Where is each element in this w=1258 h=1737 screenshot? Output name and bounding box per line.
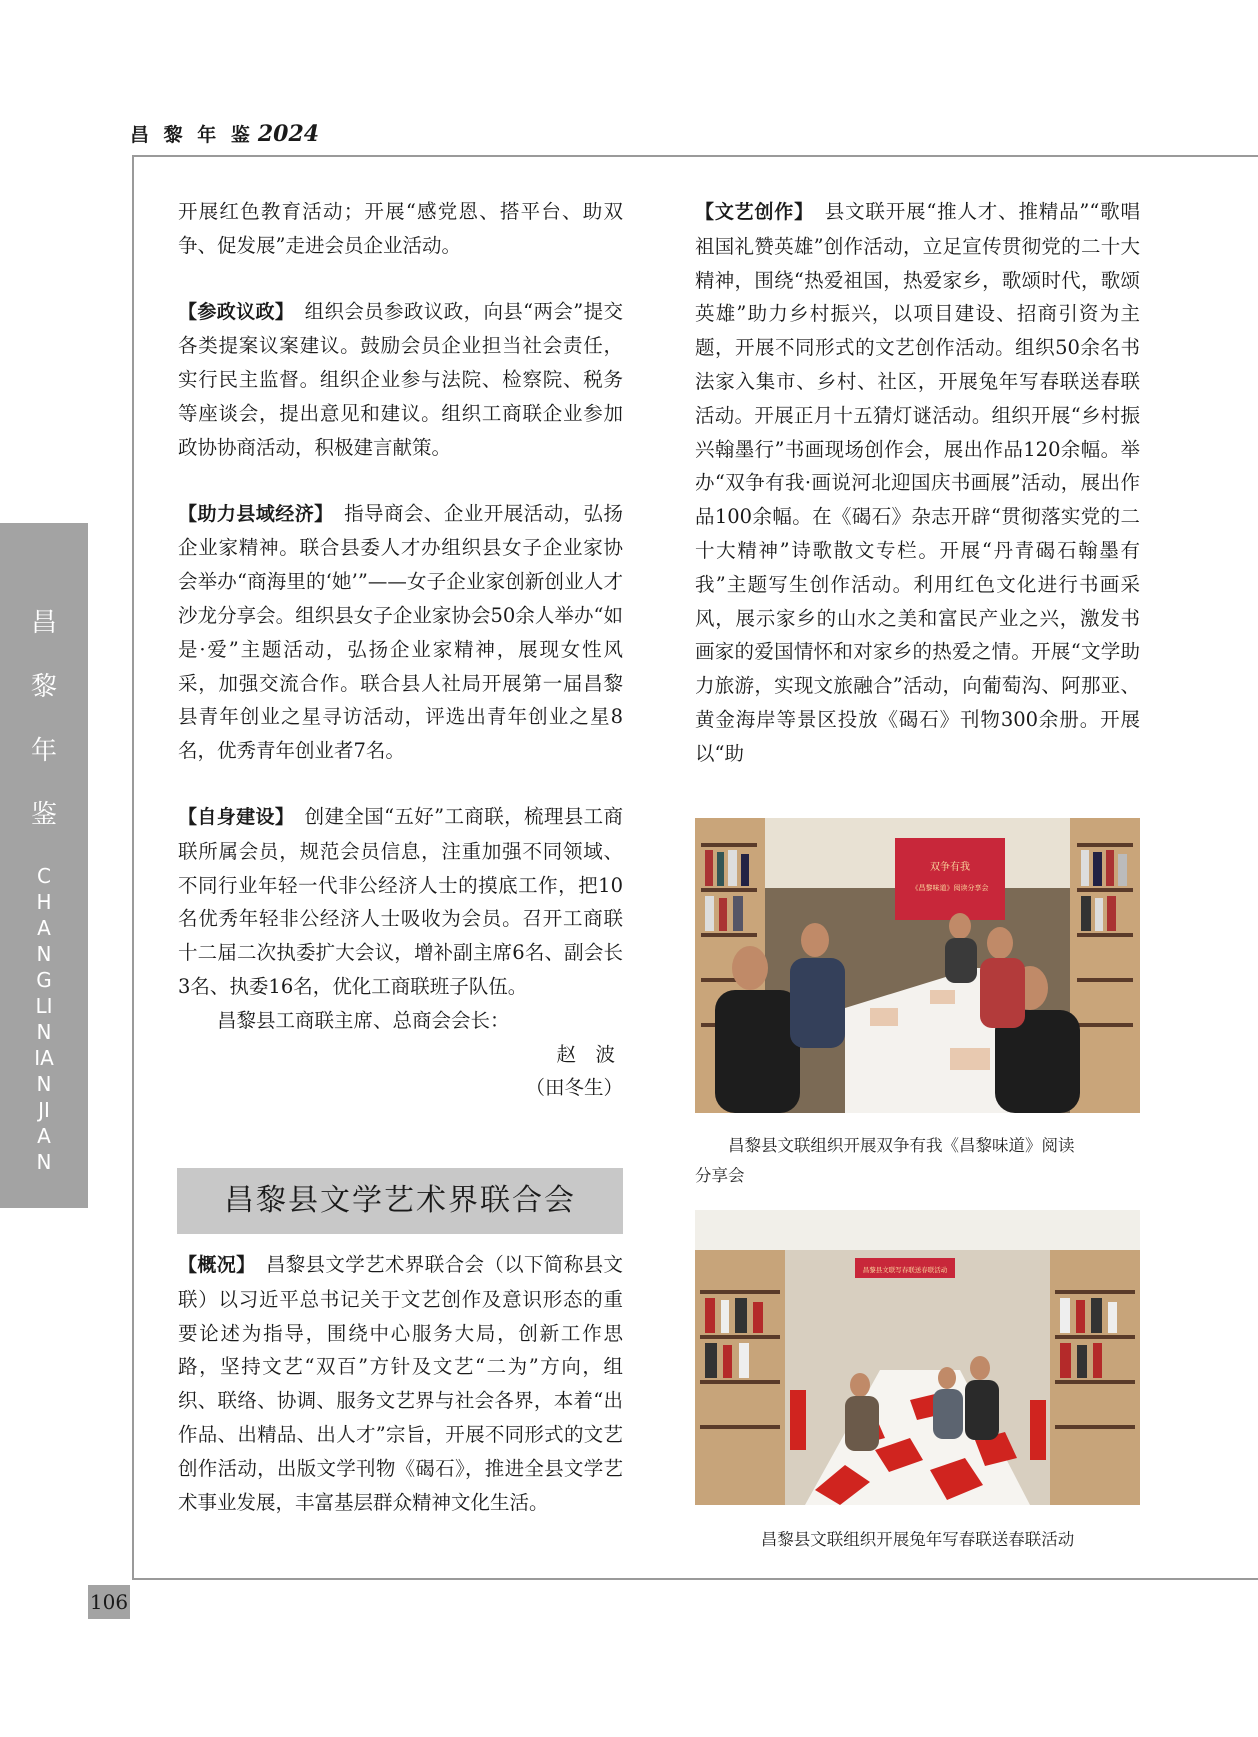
paragraph-text: 指导商会、企业开展活动，弘扬企业家精神。联合县委人才办组织县女子企业家协会举办“商海里的‘她’”——女子企业家创新创业人才沙龙分享会。组织县女子企业家协会50余人举办“如是·爱”主题活动，弘扬企业家精神，展现女性风采，加强交流合作。联合县人社局开展第一届昌黎县青年创业之星寻访活动，评选出青年创业之星8名，优秀青年创业者7名。	[178, 501, 623, 763]
paragraph-economy	[178, 497, 623, 768]
paragraph-art-creation	[695, 195, 1140, 771]
caption-line: 昌黎县文联组织开展双争有我《昌黎味道》阅读	[728, 1136, 1075, 1155]
paragraph-keyword: 【文艺创作】	[695, 201, 805, 223]
signature-name: 赵 波	[556, 1042, 615, 1066]
paragraph-text: 县文联开展“推人才、推精品”“歌唱祖国礼赞英雄”创作活动，立足宣传贯彻党的二十大精神，围绕“热爱祖国，热爱家乡，歌颂时代，歌颂英雄”助力乡村振兴，以项目建设、招商引资为主题，开展不同形式的文艺创作活动。组织50余名书法家入集市、乡村、社区，开展兔年写春联送春联活动。开展正月十五猜灯谜活动。组织开展“乡村振兴翰墨行”书画现场创作会，展出作品120余幅。举办“双争有我·画说河北迎国庆书画展”活动，展出作品100余幅。在《碣石》杂志开辟“贯彻落实党的二十大精神”诗歌散文专栏。开展“丹青碣石翰墨有我”主题写生创作活动。利用红色文化进行书画采风，展示家乡的山水之美和富民产业之兴，激发书画家的爱国情怀和对家乡的热爱之情。开展“文学助力旅游，实现文旅融合”活动，向葡萄沟、阿那亚、黄金海岸等景区投放《碣石》刊物300余册。开展以“助	[695, 200, 1140, 765]
photo-reading-session-illustration	[695, 818, 1140, 1113]
caption-line: 分享会	[695, 1166, 745, 1185]
page-number: 106	[88, 1585, 130, 1619]
intro-paragraph: 开展红色教育活动；开展“感党恩、搭平台、助双争、促发展”走进会员企业活动。	[178, 200, 623, 257]
left-column	[178, 195, 623, 1105]
section-title: 昌黎县文学艺术界联合会	[224, 1183, 576, 1218]
paragraph-self-building	[178, 800, 623, 1004]
paragraph-text: 创建全国“五好”工商联，梳理县工商联所属会员，规范会员信息，注重加强不同领域、不同行业年轻一代非公经济人士的摸底工作，把10名优秀年轻非公经济人士吸收为会员。召开工商联十二届二次执委扩大会议，增补副主席6名、副会长3名、执委16名，优化工商联班子队伍。	[178, 804, 623, 998]
paragraph-keyword: 【概况】	[178, 1254, 246, 1276]
photo2-caption: 昌黎县文联组织开展兔年写春联送春联活动	[760, 1530, 1075, 1549]
side-tab-char: 黎	[30, 672, 57, 702]
section-heading	[177, 1168, 623, 1234]
photo1-caption	[695, 1131, 1140, 1191]
side-tab-english: CHANGLINIANJIAN	[34, 864, 54, 1174]
frame-top-rule	[132, 155, 1258, 157]
paragraph-text: 组织会员参政议政，向县“两会”提交各类提案议案建议。鼓励会员企业担当社会责任，实行民主监督。组织企业参与法院、检察院、税务等座谈会，提出意见和建议。组织工商联企业参加政协协商活动，积极建言献策。	[178, 299, 623, 459]
side-tab-char: 昌	[30, 608, 57, 638]
side-tab-char: 鉴	[30, 800, 57, 830]
paragraph-text: 昌黎县文学艺术界联合会（以下简称县文联）以习近平总书记关于文艺创作及意识形态的重要论述为指导，围绕中心服务大局，创新工作思路，坚持文艺“双百”方针及文艺“二为”方向，组织、联络、协调、服务文艺界与社会各界，本着“出作品、出精品、出人才”宗旨，开展不同形式的文艺创作活动，出版文学刊物《碣石》，推进全县文学艺术事业发展，丰富基层群众精神文化生活。	[178, 1253, 623, 1514]
side-tab-chinese	[0, 591, 88, 847]
photo-couplet-writing-illustration	[695, 1210, 1140, 1505]
paragraph-keyword: 【助力县域经济】	[178, 502, 325, 525]
frame-left-rule	[132, 155, 134, 1580]
banner-text: 昌黎县文联写春联送春联活动	[862, 1266, 948, 1274]
right-column	[695, 195, 1140, 771]
running-head	[130, 120, 319, 147]
paragraph-participation	[178, 295, 623, 465]
signature-author: （田冬生）	[525, 1076, 623, 1100]
screen-subtitle: 《昌黎味道》阅读分享会	[911, 884, 989, 892]
frame-bottom-rule	[132, 1578, 1258, 1580]
overview-column	[178, 1248, 623, 1519]
screen-title: 双争有我	[930, 862, 970, 873]
yearbook-title: 昌 黎 年 鉴	[130, 124, 254, 146]
side-tab-char: 年	[30, 736, 57, 766]
photo-reading-session	[695, 818, 1140, 1113]
overview-paragraph	[178, 1248, 623, 1519]
signature-role: 昌黎县工商联主席、总商会会长：	[217, 1008, 510, 1032]
paragraph-keyword: 【参政议政】	[178, 300, 285, 323]
paragraph-keyword: 【自身建设】	[178, 805, 285, 828]
photo-couplet-writing	[695, 1210, 1140, 1505]
yearbook-year: 2024	[257, 121, 320, 147]
side-tab	[0, 523, 88, 1208]
